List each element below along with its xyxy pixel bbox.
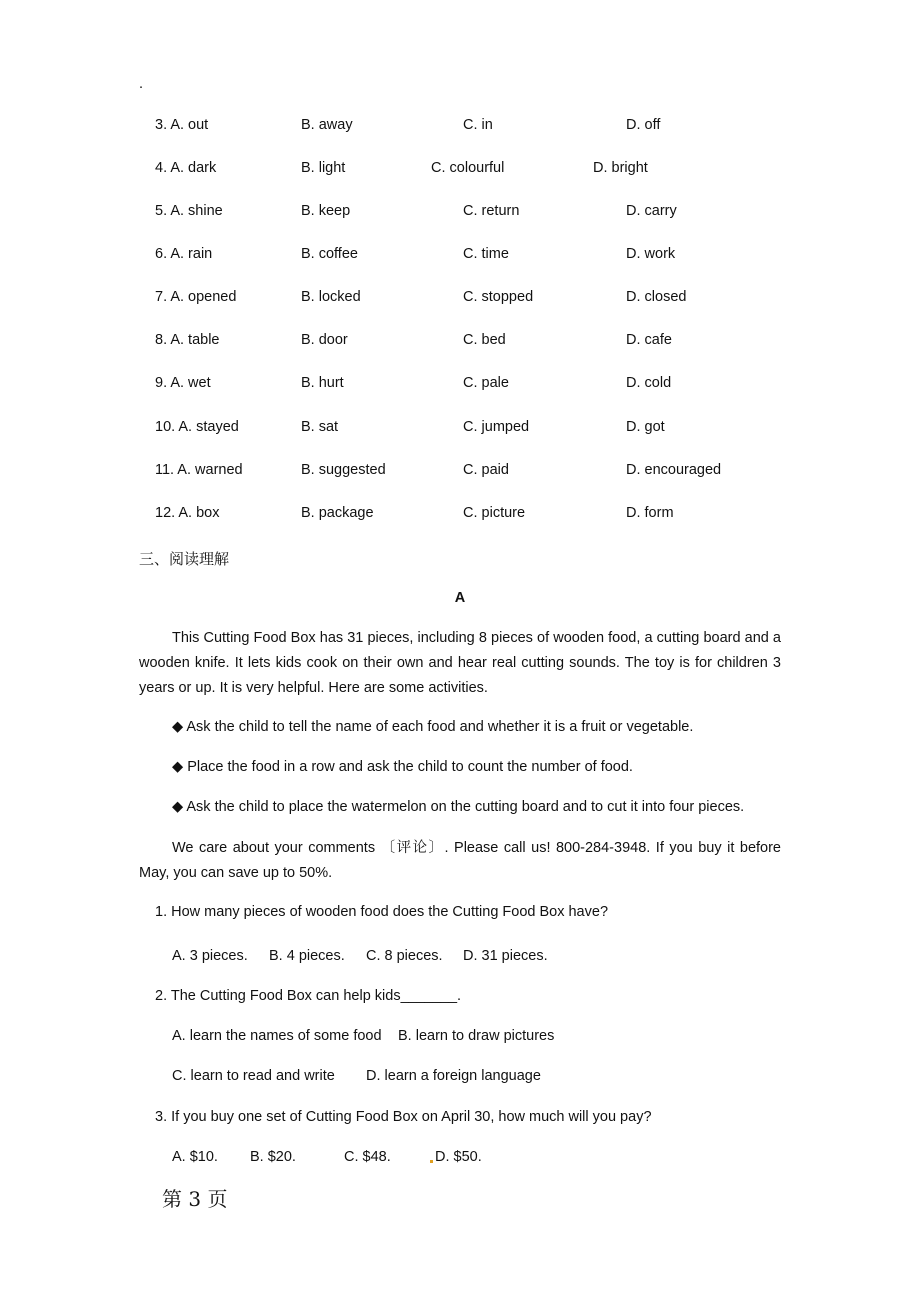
choice-4-c: C. colourful (431, 160, 505, 176)
edit-mark-icon (430, 1160, 433, 1163)
diamond-bullet-icon: ◆ (172, 799, 184, 815)
choice-5-c: C. return (463, 203, 520, 219)
choice-4-d: D. bright (593, 160, 648, 176)
page-number: 第 3 页 (162, 1187, 228, 1211)
choice-7-a: 7. A. opened (155, 289, 237, 305)
choice-10-c: C. jumped (463, 419, 530, 435)
choice-11-c: C. paid (463, 462, 509, 478)
diamond-bullet-icon: ◆ (172, 719, 184, 735)
choice-6-b: B. coffee (301, 246, 358, 262)
choice-6-d: D. work (626, 246, 676, 262)
activity-item (172, 759, 633, 775)
choice-10-d: D. got (626, 419, 665, 435)
choice-9-d: D. cold (626, 375, 672, 391)
choice-3-d: D. off (626, 117, 661, 133)
question-2-option-a: A. learn the names of some food (172, 1028, 382, 1044)
choice-12-b: B. package (301, 505, 374, 521)
choice-12-c: C. picture (463, 505, 526, 521)
question-3-stem: 3. If you buy one set of Cutting Food Box on April 30, how much will you pay? (155, 1109, 652, 1125)
choice-4-a: 4. A. dark (155, 160, 217, 176)
stray-dot: . (139, 76, 144, 92)
choice-9-b: B. hurt (301, 375, 344, 391)
question-3-option-c: C. $48. (344, 1149, 391, 1165)
choice-6-c: C. time (463, 246, 509, 262)
question-1-option-a: A. 3 pieces. (172, 948, 248, 964)
choice-8-c: C. bed (463, 332, 506, 348)
choice-11-d: D. encouraged (626, 462, 722, 478)
question-1-option-b: B. 4 pieces. (269, 948, 345, 964)
choice-7-c: C. stopped (463, 289, 534, 305)
question-1-option-c: C. 8 pieces. (366, 948, 443, 964)
choice-5-b: B. keep (301, 203, 351, 219)
activity-text: Ask the child to place the watermelon on the cutting board and to cut it into four pieces. (186, 799, 745, 815)
question-1-stem: 1. How many pieces of wooden food does the Cutting Food Box have? (155, 904, 609, 920)
choice-7-d: D. closed (626, 289, 687, 305)
question-3-option-d: D. $50. (435, 1149, 482, 1165)
question-3-option-a: A. $10. (172, 1149, 218, 1165)
choice-8-a: 8. A. table (155, 332, 220, 348)
question-1-option-d: D. 31 pieces. (463, 948, 548, 964)
choice-12-d: D. form (626, 505, 674, 521)
choice-3-b: B. away (301, 117, 353, 133)
question-2-option-d: D. learn a foreign language (366, 1068, 541, 1084)
choice-9-c: C. pale (463, 375, 509, 391)
choice-11-a: 11. A. warned (155, 462, 243, 478)
question-2-option-b: B. learn to draw pictures (398, 1028, 555, 1044)
choice-5-d: D. carry (626, 203, 677, 219)
choice-3-c: C. in (463, 117, 493, 133)
section-title: 三、阅读理解 (139, 550, 230, 568)
choice-11-b: B. suggested (301, 462, 386, 478)
activity-text: Place the food in a row and ask the child to count the number of food. (187, 759, 633, 775)
choice-5-a: 5. A. shine (155, 203, 223, 219)
choice-3-a: 3. A. out (155, 117, 209, 133)
choice-8-b: B. door (301, 332, 348, 348)
choice-9-a: 9. A. wet (155, 375, 211, 391)
question-3-option-b: B. $20. (250, 1149, 296, 1165)
diamond-bullet-icon: ◆ (172, 759, 184, 775)
question-2-option-c: C. learn to read and write (172, 1068, 335, 1084)
activity-item (172, 799, 744, 815)
passage-label: A (454, 590, 466, 606)
activity-item (172, 719, 693, 735)
choice-10-b: B. sat (301, 419, 339, 435)
choice-4-b: B. light (301, 160, 346, 176)
choice-7-b: B. locked (301, 289, 361, 305)
choice-10-a: 10. A. stayed (155, 419, 239, 435)
activity-text: Ask the child to tell the name of each food and whether it is a fruit or vegetable. (186, 719, 694, 735)
question-2-stem: 2. The Cutting Food Box can help kids_______. (155, 988, 462, 1004)
comment-paragraph: We care about your comments 〔评论〕. Please call us! 800-284-3948. If you buy it before May, you can save up to 50%. (139, 840, 781, 881)
intro-paragraph: This Cutting Food Box has 31 pieces, including 8 pieces of wooden food, a cutting board and a wooden knife. It lets kids cook on their own and hear real cutting sounds. The toy is for children 3 years or up. It is very helpful. Here are some activities. (139, 630, 781, 696)
choice-6-a: 6. A. rain (155, 246, 213, 262)
choice-8-d: D. cafe (626, 332, 672, 348)
choice-12-a: 12. A. box (155, 505, 220, 521)
